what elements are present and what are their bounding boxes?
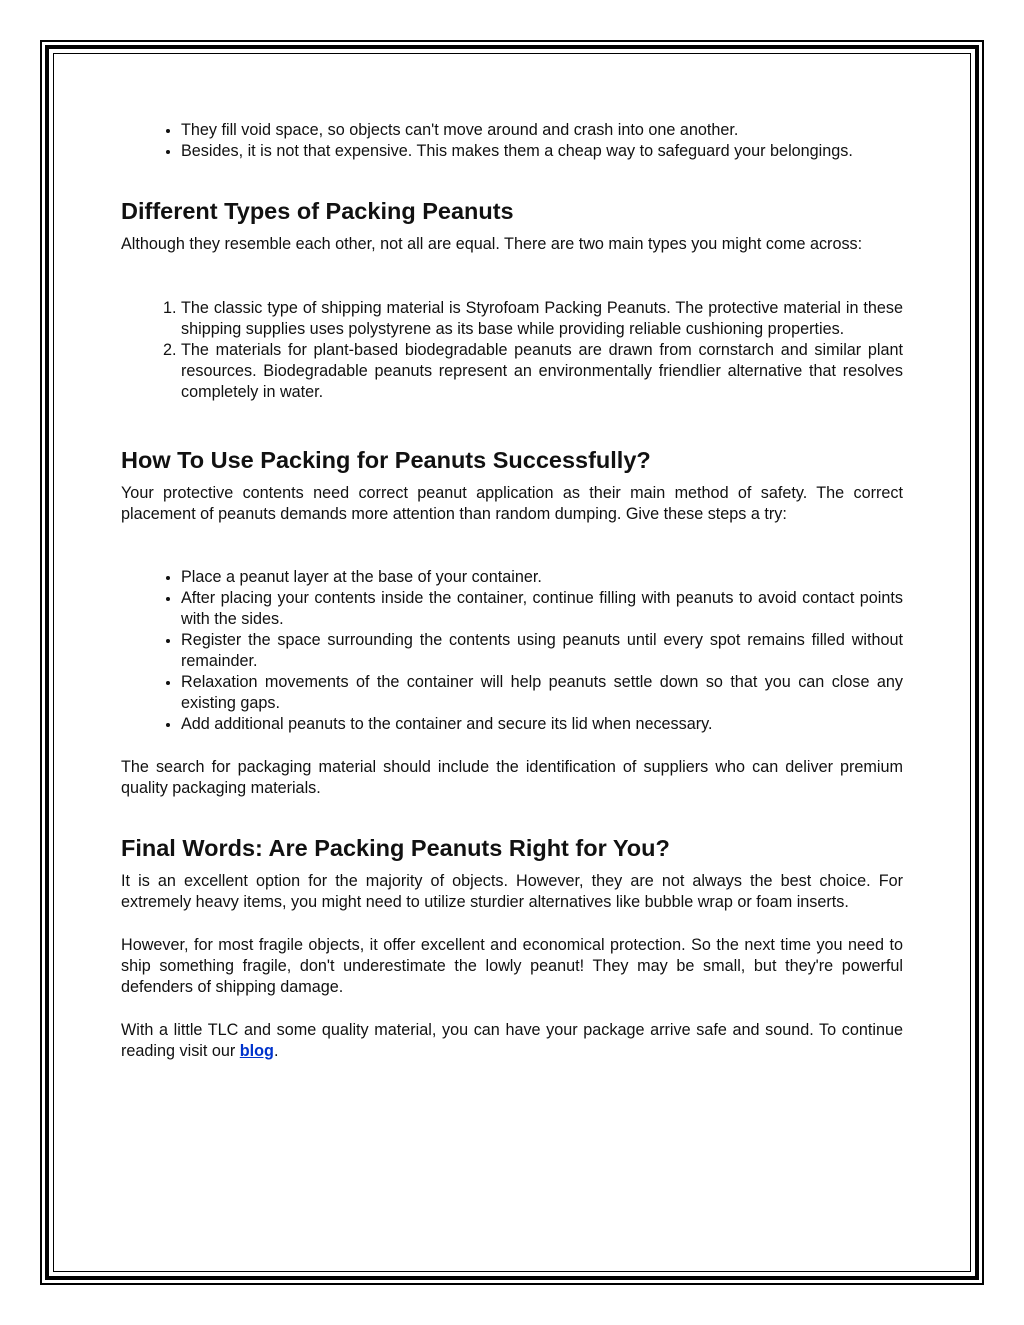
final-paragraph-3-text: With a little TLC and some quality material, you can have your package arrive safe and sound. To continue reading visit our [121, 1021, 903, 1060]
section-intro-types: Although they resemble each other, not all are equal. There are two main types you might come across: [121, 235, 863, 253]
final-paragraph-2: However, for most fragile objects, it offer excellent and economical protection. So the next time you need to ship something fragile, don't underestimate the lowly peanut! They may be small, but they're powerful defenders of shipping damage. [121, 936, 903, 996]
blog-link[interactable]: blog [239, 1042, 274, 1060]
list-item: 1. The classic type of shipping material is Styrofoam Packing Peanuts. The protective material in these shipping supplies uses polystyrene as its base while providing reliable cushioning properties. [181, 298, 903, 340]
intro-bullet-list [121, 120, 903, 162]
list-item: 2. The materials for plant-based biodegradable peanuts are drawn from cornstarch and similar plant resources. Biodegradable peanuts represent an environmentally friendlier alternative that resolves completely in water. [181, 340, 903, 403]
section-heading-final-words: Final Words: Are Packing Peanuts Right for You? [121, 835, 670, 861]
list-item: • Add additional peanuts to the container and secure its lid when necessary. [181, 714, 903, 735]
list-item: • Place a peanut layer at the base of your container. [181, 567, 903, 588]
list-item: • After placing your contents inside the container, continue filling with peanuts to avoid contact points with the sides. [181, 588, 903, 630]
section-intro-how-to: Your protective contents need correct peanut application as their main method of safety. The correct placement of peanuts demands more attention than random dumping. Give these steps a try: [121, 484, 903, 523]
list-item: • They fill void space, so objects can't move around and crash into one another. [181, 120, 903, 141]
final-paragraph-3-end: . [273, 1042, 279, 1060]
section-outro-how-to: The search for packaging material should include the identification of suppliers who can deliver premium quality packaging materials. [121, 758, 903, 797]
document-body [121, 120, 903, 1062]
final-paragraph-3 [121, 1020, 903, 1062]
section-heading-how-to: How To Use Packing for Peanuts Successfully? [121, 447, 651, 473]
list-item: • Besides, it is not that expensive. This makes them a cheap way to safeguard your belongings. [181, 141, 903, 162]
types-numbered-list [121, 298, 903, 403]
steps-bullet-list [121, 567, 903, 735]
final-paragraph-1: It is an excellent option for the majority of objects. However, they are not always the best choice. For extremely heavy items, you might need to utilize sturdier alternatives like bubble wrap or foam inserts. [121, 872, 903, 911]
list-item: • Register the space surrounding the contents using peanuts until every spot remains filled without remainder. [181, 630, 903, 672]
section-heading-types: Different Types of Packing Peanuts [121, 198, 514, 224]
list-item: • Relaxation movements of the container will help peanuts settle down so that you can close any existing gaps. [181, 672, 903, 714]
